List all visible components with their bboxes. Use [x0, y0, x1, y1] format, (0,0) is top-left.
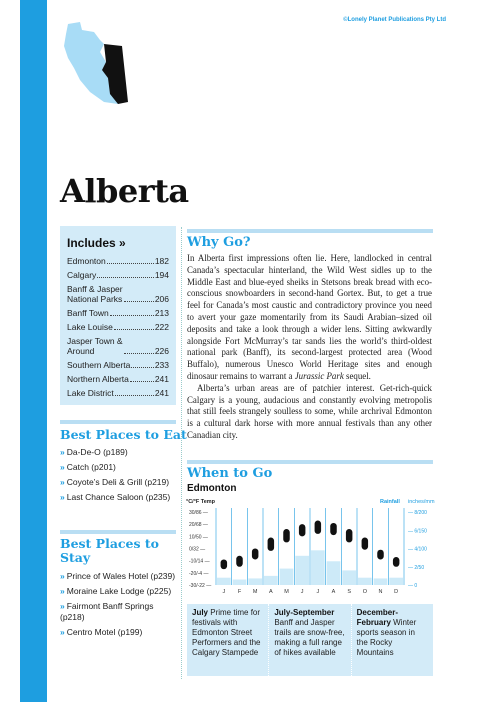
temp-range-bar: [315, 521, 322, 534]
includes-item: [67, 308, 169, 318]
when-to-go-title: When to Go: [187, 466, 273, 481]
place-item: [60, 447, 178, 458]
page-title: Alberta: [60, 172, 189, 210]
rainfall-bar: [217, 578, 231, 585]
temp-range-bar: [252, 549, 259, 560]
rainfall-bar: [311, 550, 325, 585]
includes-item-name: Southern Alberta: [67, 360, 131, 370]
place-item: [60, 477, 178, 488]
rainfall-bar: [233, 580, 247, 585]
rainfall-bar: [248, 578, 262, 585]
temp-tick-label: 20/68 —: [189, 522, 208, 529]
chevron-icon: »: [60, 462, 65, 472]
chevron-icon: »: [60, 601, 65, 611]
place-name: Moraine Lake Lodge (p225): [66, 586, 172, 596]
includes-item-name: Northern Alberta: [67, 374, 129, 384]
temp-range-bar: [236, 556, 243, 567]
copyright-notice: ©Lonely Planet Publications Pty Ltd: [343, 17, 446, 23]
season-note-text: Banff and Jasper trails are snow-free, making a full range of hikes available: [274, 618, 345, 657]
temp-range-bar: [362, 538, 369, 550]
rainfall-bar: [374, 578, 388, 585]
leader-dots: [114, 322, 154, 330]
rain-tick-label: — 6/150: [408, 528, 427, 535]
chevron-icon: »: [60, 447, 65, 457]
rainfall-bar: [358, 578, 372, 585]
best-stay-list: [60, 571, 178, 642]
place-item: [60, 492, 178, 503]
season-note-text: Prime time for festivals with Edmonton Street Performers and the Calgary Stampede: [192, 608, 261, 657]
temp-range-bar: [299, 524, 306, 536]
rain-axis-units: inches/mm: [408, 499, 435, 505]
rain-tick-label: — 0: [408, 583, 418, 589]
best-eat-list: [60, 447, 178, 507]
includes-item-page: 213: [154, 308, 169, 318]
includes-item-name: Banff & Jasper National Parks: [67, 284, 123, 304]
includes-list: [67, 256, 169, 398]
leader-dots: [124, 284, 154, 302]
includes-item-page: 194: [154, 270, 169, 280]
stay-rule: [60, 530, 176, 534]
includes-item-name: Lake District: [67, 388, 114, 398]
rain-axis-label: Rainfall: [380, 499, 400, 505]
chevron-icon: »: [60, 492, 65, 502]
month-label: O: [362, 589, 367, 595]
includes-item-page: 233: [154, 360, 169, 370]
month-label: M: [252, 589, 258, 595]
temp-tick-label: 10/50 —: [189, 534, 208, 541]
includes-item: [67, 284, 169, 304]
temp-tick-label: 0/32 —: [189, 546, 206, 553]
temp-range-bar: [221, 559, 228, 569]
why-go-title: Why Go?: [187, 235, 251, 250]
why-go-paragraph-2: Alberta’s urban areas are of patchier interest. Get-rich-quick Calgary is a young, audacious and constantly evolving metropolis that still feels strangely soulless to some, while archrival Edmonton is a cultural dark horse with more annual festivals than any other Canadian city.: [187, 382, 432, 440]
temp-tick-label: -20/-4 —: [189, 570, 209, 577]
temp-axis-label: °C/°F Temp: [186, 499, 216, 505]
rain-tick-label: — 8/200: [408, 510, 427, 516]
rain-tick-label: — 4/100: [408, 546, 427, 553]
month-label: J: [316, 589, 320, 595]
month-label: F: [237, 589, 242, 595]
temp-tick-label: -10/14 —: [189, 558, 210, 565]
place-item: [60, 601, 178, 623]
includes-item-name: Jasper Town & Around: [67, 336, 123, 356]
temp-range-bar: [346, 529, 353, 542]
alberta-locator-map: [60, 22, 135, 112]
temp-range-bar: [283, 529, 290, 542]
climate-chart: [186, 496, 436, 598]
place-item: [60, 571, 178, 582]
place-item: [60, 627, 178, 638]
best-eat-title: Best Places to Eat: [60, 427, 187, 442]
place-name: Last Chance Saloon (p235): [66, 492, 171, 502]
includes-item-page: 206: [154, 294, 169, 304]
place-name: Coyote’s Deli & Grill (p219): [66, 477, 170, 487]
includes-item: [67, 270, 169, 280]
includes-item: [67, 374, 169, 384]
why-go-body: [187, 253, 432, 442]
temp-range-bar: [330, 523, 337, 535]
month-label: N: [378, 589, 383, 595]
why-rule: [187, 229, 433, 233]
rainfall-bar: [295, 556, 309, 585]
includes-item-page: 241: [154, 374, 169, 384]
place-name: Prince of Wales Hotel (p239): [66, 571, 176, 581]
chevron-icon: »: [60, 477, 65, 487]
includes-title: Includes »: [67, 236, 126, 250]
rainfall-bar: [264, 576, 278, 585]
season-notes: [187, 604, 433, 676]
season-note-period: July-September: [274, 608, 335, 617]
month-label: S: [347, 589, 352, 595]
chevron-icon: »: [60, 571, 65, 581]
season-note: [268, 604, 350, 676]
place-name: Da-De-O (p189): [66, 447, 128, 457]
includes-item: [67, 336, 169, 356]
includes-item-page: 241: [154, 388, 169, 398]
place-name: Centro Motel (p199): [66, 627, 143, 637]
season-note-period: December-February: [356, 608, 399, 627]
eat-rule: [60, 420, 176, 424]
temp-tick-label: -30/-22 —: [189, 583, 212, 589]
includes-item: [67, 360, 169, 370]
leader-dots: [110, 308, 154, 316]
chevron-icon: »: [60, 586, 65, 596]
temp-range-bar: [268, 538, 275, 551]
place-name: Catch (p201): [66, 462, 116, 472]
place-name: Fairmont Banff Springs (p218): [60, 601, 154, 622]
temp-range-bar: [393, 557, 400, 567]
season-note-period: July: [192, 608, 209, 617]
month-label: A: [268, 589, 273, 595]
column-divider: [181, 227, 182, 679]
includes-box: [60, 226, 176, 405]
rainfall-bar: [280, 569, 294, 585]
includes-item-name: Banff Town: [67, 308, 109, 318]
month-label: D: [394, 589, 399, 595]
includes-item-name: Lake Louise: [67, 322, 113, 332]
includes-item-name: Edmonton: [67, 256, 106, 266]
leader-dots: [131, 360, 153, 368]
temp-range-bar: [377, 550, 384, 560]
leader-dots: [97, 270, 154, 278]
includes-item: [67, 388, 169, 398]
includes-item: [67, 256, 169, 266]
season-note-text: Winter sports season in the Rocky Mountains: [356, 618, 417, 657]
leader-dots: [107, 256, 154, 264]
includes-item-name: Calgary: [67, 270, 97, 280]
rainfall-bar: [327, 561, 341, 585]
includes-item-page: 222: [154, 322, 169, 332]
includes-item-page: 226: [154, 346, 169, 356]
chevron-icon: »: [60, 627, 65, 637]
rain-tick-label: — 2/50: [408, 564, 425, 571]
season-note: [187, 604, 268, 676]
rainfall-bar: [389, 578, 403, 585]
includes-item-page: 182: [154, 256, 169, 266]
leader-dots: [130, 374, 154, 382]
season-note: [351, 604, 433, 676]
when-rule: [187, 460, 433, 464]
month-label: J: [300, 589, 304, 595]
climate-city: Edmonton: [187, 483, 237, 494]
month-label: M: [284, 589, 289, 595]
includes-item: [67, 322, 169, 332]
temp-tick-label: 30/86 —: [189, 510, 208, 516]
rainfall-bar: [342, 570, 356, 585]
place-item: [60, 586, 178, 597]
leader-dots: [115, 388, 154, 396]
leader-dots: [124, 336, 154, 354]
side-color-bar: [20, 0, 47, 702]
month-label: A: [331, 589, 336, 595]
best-stay-title: Best Places to Stay: [60, 536, 159, 565]
why-go-paragraph-1: In Alberta first impressions often lie. Here, landlocked in central Canada’s spectacular hinterland, the Wild West sidles up to the Middle East and blue-eyed sheiks in Stetsons break bread with eco-conscious snowboarders in second-hand Gortex. But, to get a true feel for Canada’s most caustic and contradictory province you need to avert your gaze momentarily from its Saudi Arabian–sized oil deposits and take a look through a wider lens. Sitting awkwardly alongside Fort McMurray’s tar sands lies the world’s third-oldest national park (Banff), its second-largest protected area (Wood Buffalo), numerous Unesco World Heritage sites and enough dinosaur remains to warrant a Jurassic Park sequel.: [187, 253, 432, 381]
month-label: J: [222, 589, 226, 595]
place-item: [60, 462, 178, 473]
